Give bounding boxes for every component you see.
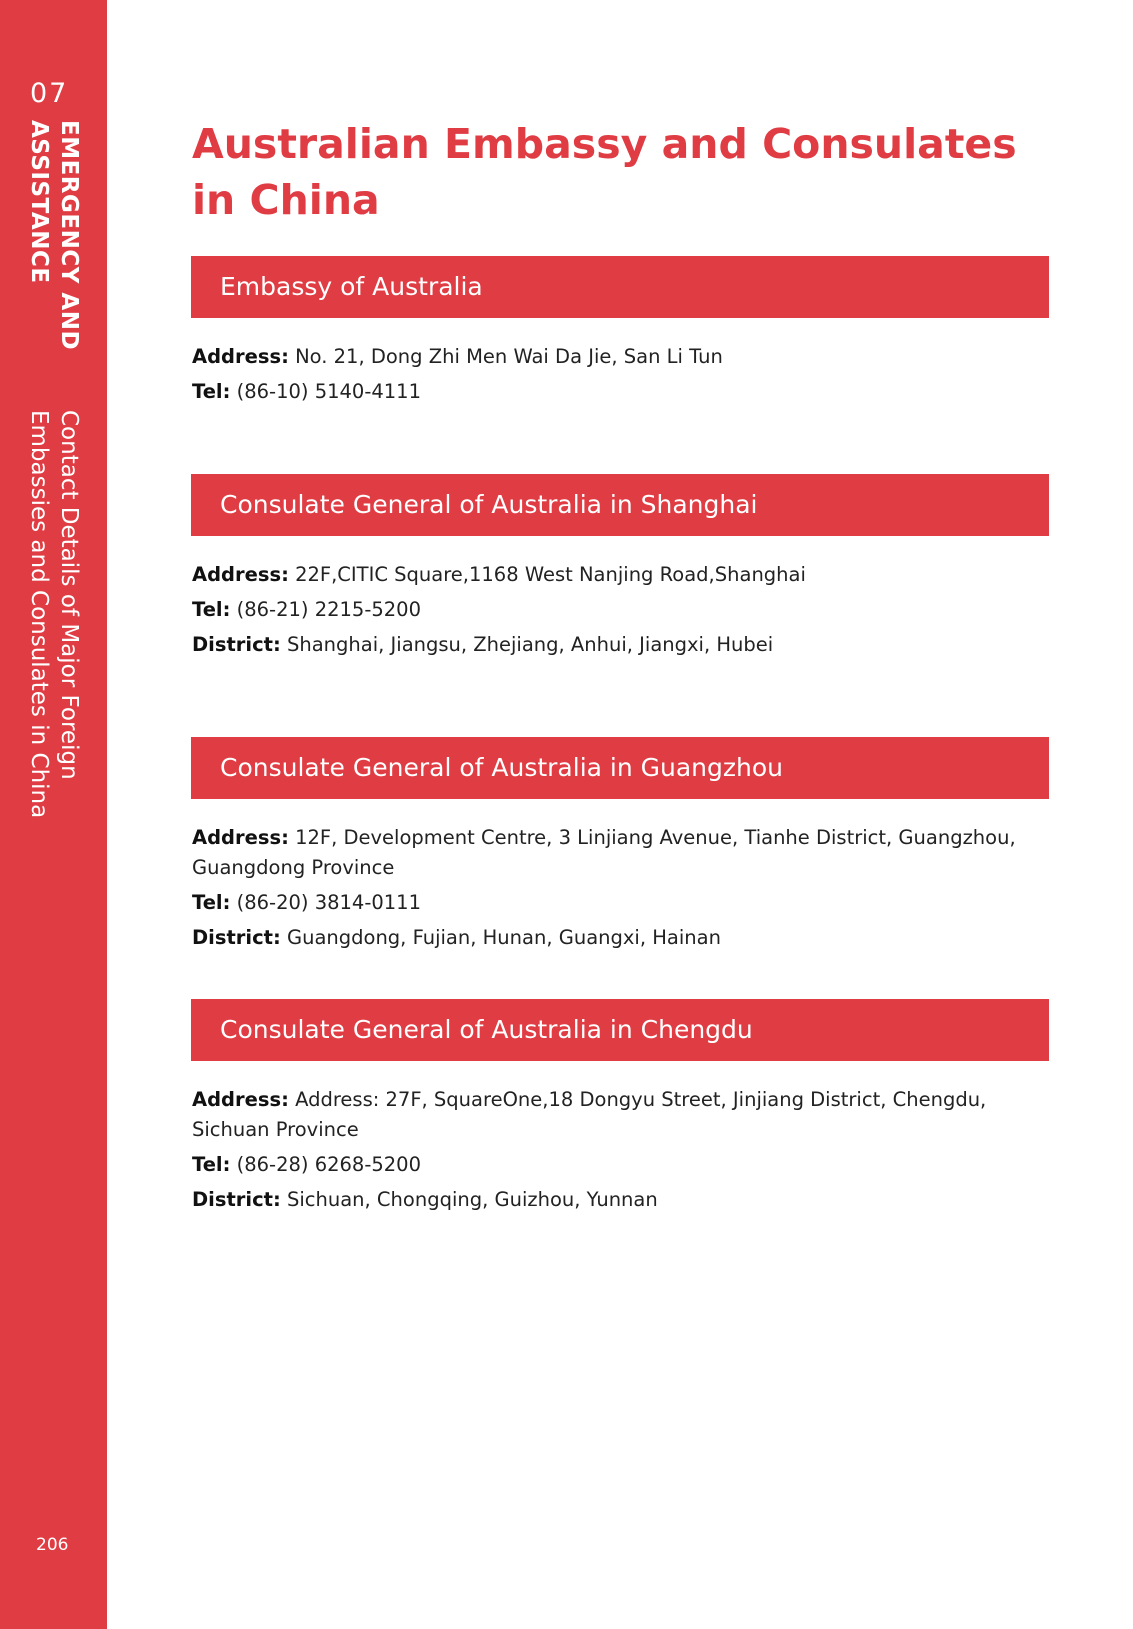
tel-label: Tel:	[192, 1153, 231, 1176]
district-row	[192, 1185, 1022, 1215]
office-banner-embassy: Embassy of Australia	[191, 256, 1049, 318]
address-value: 12F, Development Centre, 3 Linjiang Avenue, Tianhe District, Guangzhou, Guangdong Province	[192, 826, 1016, 879]
chapter-title-line2: ASSISTANCE	[26, 120, 52, 284]
tel-value: (86-10) 5140-4111	[236, 380, 421, 403]
district-row	[192, 923, 1022, 953]
office-details-shanghai	[192, 560, 1022, 665]
section-title-line2: Embassies and Consulates in China	[26, 410, 52, 819]
chapter-title	[24, 120, 84, 350]
address-value: 22F,CITIC Square,1168 West Nanjing Road,Shanghai	[295, 563, 806, 586]
address-label: Address:	[192, 1088, 289, 1111]
address-label: Address:	[192, 345, 289, 368]
tel-label: Tel:	[192, 598, 231, 621]
page-title-line1: Australian Embassy and Consulates	[192, 120, 1017, 168]
address-row	[192, 823, 1022, 883]
address-value: Address: 27F, SquareOne,18 Dongyu Street, Jinjiang District, Chengdu, Sichuan Province	[192, 1088, 987, 1141]
tel-label: Tel:	[192, 380, 231, 403]
office-details-chengdu	[192, 1085, 1022, 1220]
address-row	[192, 560, 1022, 590]
chapter-sidebar	[0, 0, 107, 1629]
address-row	[192, 342, 1022, 372]
district-label: District:	[192, 1188, 281, 1211]
tel-value: (86-21) 2215-5200	[236, 598, 421, 621]
address-row	[192, 1085, 1022, 1145]
tel-row	[192, 888, 1022, 918]
office-banner-guangzhou: Consulate General of Australia in Guangzhou	[191, 737, 1049, 799]
office-details-guangzhou	[192, 823, 1022, 958]
page-number: 206	[36, 1535, 69, 1555]
tel-row	[192, 1150, 1022, 1180]
office-details-embassy	[192, 342, 1022, 412]
address-label: Address:	[192, 563, 289, 586]
office-banner-chengdu: Consulate General of Australia in Chengdu	[191, 999, 1049, 1061]
district-value: Shanghai, Jiangsu, Zhejiang, Anhui, Jiangxi, Hubei	[286, 633, 774, 656]
address-value: No. 21, Dong Zhi Men Wai Da Jie, San Li Tun	[295, 345, 723, 368]
district-label: District:	[192, 926, 281, 949]
tel-value: (86-20) 3814-0111	[236, 891, 421, 914]
address-label: Address:	[192, 826, 289, 849]
tel-value: (86-28) 6268-5200	[236, 1153, 421, 1176]
section-title-line1: Contact Details of Major Foreign	[56, 410, 82, 780]
district-value: Guangdong, Fujian, Hunan, Guangxi, Hainan	[286, 926, 721, 949]
chapter-title-line1: EMERGENCY AND	[56, 120, 82, 351]
section-title	[24, 410, 84, 818]
page-title	[192, 116, 1092, 228]
office-banner-shanghai: Consulate General of Australia in Shanghai	[191, 474, 1049, 536]
tel-label: Tel:	[192, 891, 231, 914]
district-label: District:	[192, 633, 281, 656]
district-value: Sichuan, Chongqing, Guizhou, Yunnan	[286, 1188, 658, 1211]
tel-row	[192, 377, 1022, 407]
tel-row	[192, 595, 1022, 625]
chapter-number: 07	[30, 78, 69, 109]
page-title-line2: in China	[192, 176, 380, 224]
district-row	[192, 630, 1022, 660]
